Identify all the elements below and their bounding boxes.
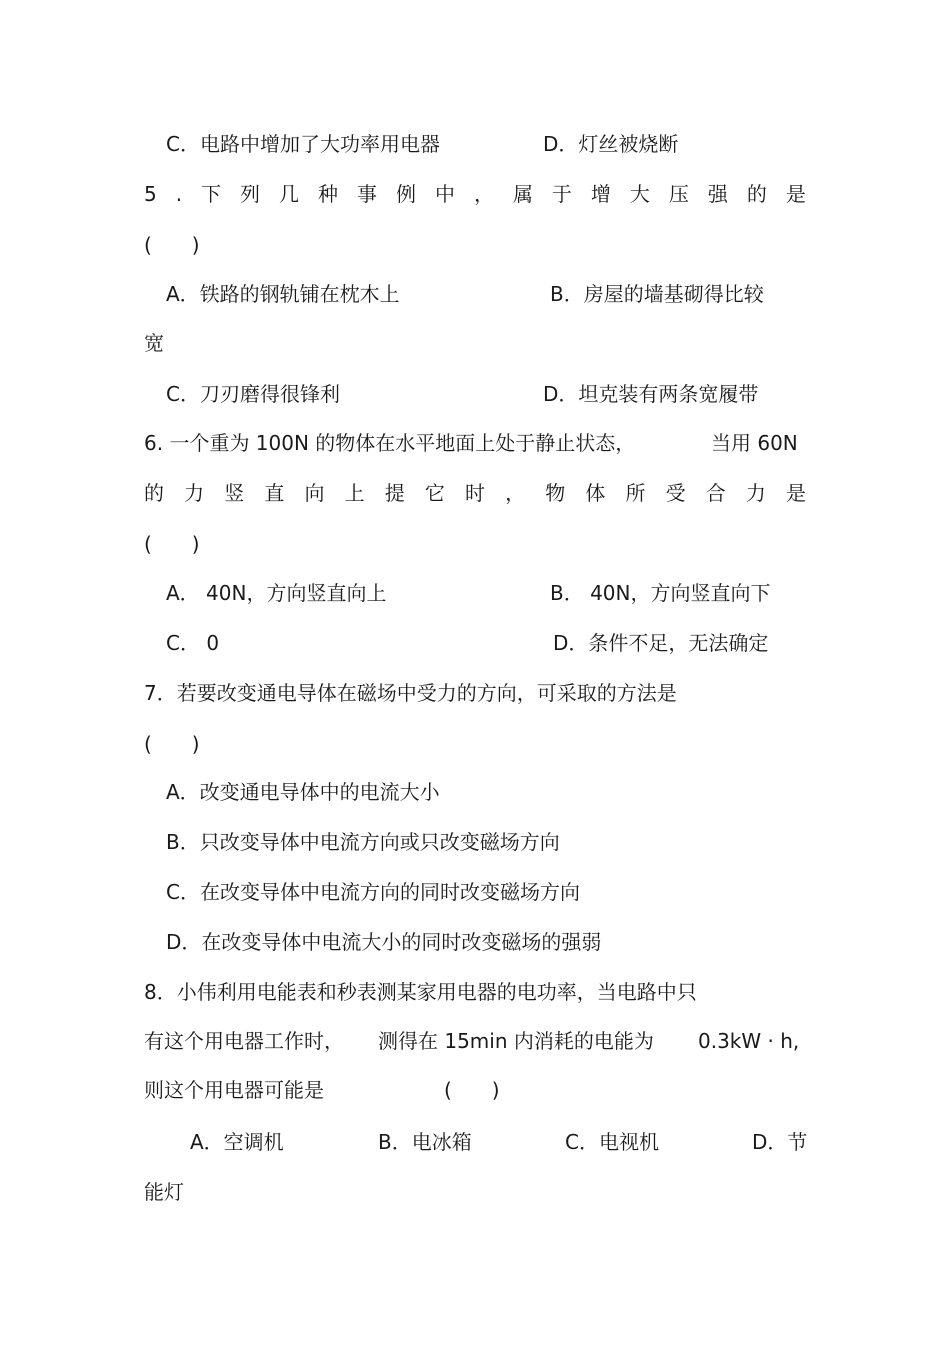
q5-stem-char: 例 xyxy=(395,182,416,206)
q5-stem-char: 强 xyxy=(707,182,728,206)
q6-stem-line1-end: 当用 60N xyxy=(711,431,798,455)
q7-option-c: C．在改变导体中电流方向的同时改变磁场方向 xyxy=(166,880,580,904)
q6-stem-char: 力 xyxy=(745,481,766,505)
q7-option-a: A．改变通电导体中的电流大小 xyxy=(166,780,440,804)
q6-stem-char: 受 xyxy=(665,481,686,505)
q7-option-b: B．只改变导体中电流方向或只改变磁场方向 xyxy=(166,830,560,854)
q8-option-b: B．电冰箱 xyxy=(378,1130,472,1154)
q6-option-a: A． 40N，方向竖直向上 xyxy=(166,581,387,605)
q6-stem-line1: 6. 一个重为 100N 的物体在水平地面上处于静止状态， xyxy=(144,431,636,455)
q5-stem xyxy=(144,181,806,207)
q6-stem-char: 时 xyxy=(465,481,485,505)
q5-stem-char: 压 xyxy=(668,182,689,206)
q6-stem-char: 力 xyxy=(184,481,205,505)
q8-option-a: A．空调机 xyxy=(190,1130,284,1154)
q7-stem: 7．若要改变通电导体在磁场中受力的方向，可采取的方法是 xyxy=(144,681,677,705)
q5-stem-char: ， xyxy=(473,182,494,206)
q6-stem-char: 上 xyxy=(344,481,365,505)
q6-stem-char: 向 xyxy=(304,481,325,505)
q6-stem-char: 的 xyxy=(144,481,164,505)
q6-answer-paren: ( ) xyxy=(144,532,200,556)
q4-option-d: D．灯丝被烧断 xyxy=(543,132,679,156)
q6-stem-char: 所 xyxy=(625,481,646,505)
q4-option-c: C．电路中增加了大功率用电器 xyxy=(166,132,440,156)
q5-stem-char: 列 xyxy=(240,182,261,206)
q6-option-b: B． 40N，方向竖直向下 xyxy=(550,581,771,605)
q8-stem-line3: 则这个用电器可能是 xyxy=(144,1078,324,1102)
q5-stem-char: 种 xyxy=(318,182,339,206)
q5-stem-char: 中 xyxy=(434,182,455,206)
q8-option-d-continued: 能灯 xyxy=(144,1180,184,1204)
q5-stem-char: 几 xyxy=(279,182,300,206)
q5-stem-char: 的 xyxy=(746,182,767,206)
q5-stem-char: 属 xyxy=(512,182,533,206)
q5-stem-char: . xyxy=(175,182,183,206)
q5-option-c: C．刀刃磨得很锋利 xyxy=(166,382,340,406)
q6-option-c: C． 0 xyxy=(166,631,220,655)
q5-answer-paren: ( ) xyxy=(144,233,200,257)
q6-stem-char: 体 xyxy=(585,481,606,505)
q5-stem-char: 大 xyxy=(629,182,650,206)
q8-stem-line2-b: 测得在 15min 内消耗的电能为 xyxy=(378,1029,654,1053)
q6-stem-line2 xyxy=(144,480,806,506)
q8-stem-line1: 8．小伟利用电能表和秒表测某家用电器的电功率，当电路中只 xyxy=(144,980,697,1004)
q5-option-b: B．房屋的墙基砌得比较 xyxy=(550,282,764,306)
q8-stem-line2-c: 0.3kW · h, xyxy=(698,1029,800,1053)
q5-option-b-continued: 宽 xyxy=(144,331,164,355)
q7-option-d: D．在改变导体中电流大小的同时改变磁场的强弱 xyxy=(166,930,602,954)
q5-stem-char: 增 xyxy=(590,182,611,206)
q7-answer-paren: ( ) xyxy=(144,732,200,756)
q6-stem-char: ， xyxy=(505,481,526,505)
q8-stem-line2-a: 有这个用电器工作时， xyxy=(144,1029,344,1053)
q5-stem-char: 事 xyxy=(357,182,377,206)
q8-option-c: C．电视机 xyxy=(565,1130,659,1154)
q6-stem-char: 提 xyxy=(384,481,405,505)
q8-option-d: D．节 xyxy=(752,1130,808,1154)
q5-stem-char: 是 xyxy=(785,182,806,206)
q6-stem-char: 直 xyxy=(264,481,285,505)
q6-stem-char: 合 xyxy=(705,481,726,505)
q5-option-a: A．铁路的钢轨铺在枕木上 xyxy=(166,282,400,306)
q6-stem-char: 它 xyxy=(424,481,445,505)
q6-stem-char: 竖 xyxy=(224,481,245,505)
q8-answer-paren: ( ) xyxy=(444,1078,500,1102)
q5-stem-char: 于 xyxy=(551,182,572,206)
q5-stem-char: 下 xyxy=(201,182,222,206)
q5-option-d: D．坦克装有两条宽履带 xyxy=(543,382,759,406)
q6-stem-char: 是 xyxy=(786,481,806,505)
q5-stem-char: 5 xyxy=(144,182,157,206)
q6-stem-char: 物 xyxy=(545,481,566,505)
q6-option-d: D．条件不足，无法确定 xyxy=(553,631,769,655)
